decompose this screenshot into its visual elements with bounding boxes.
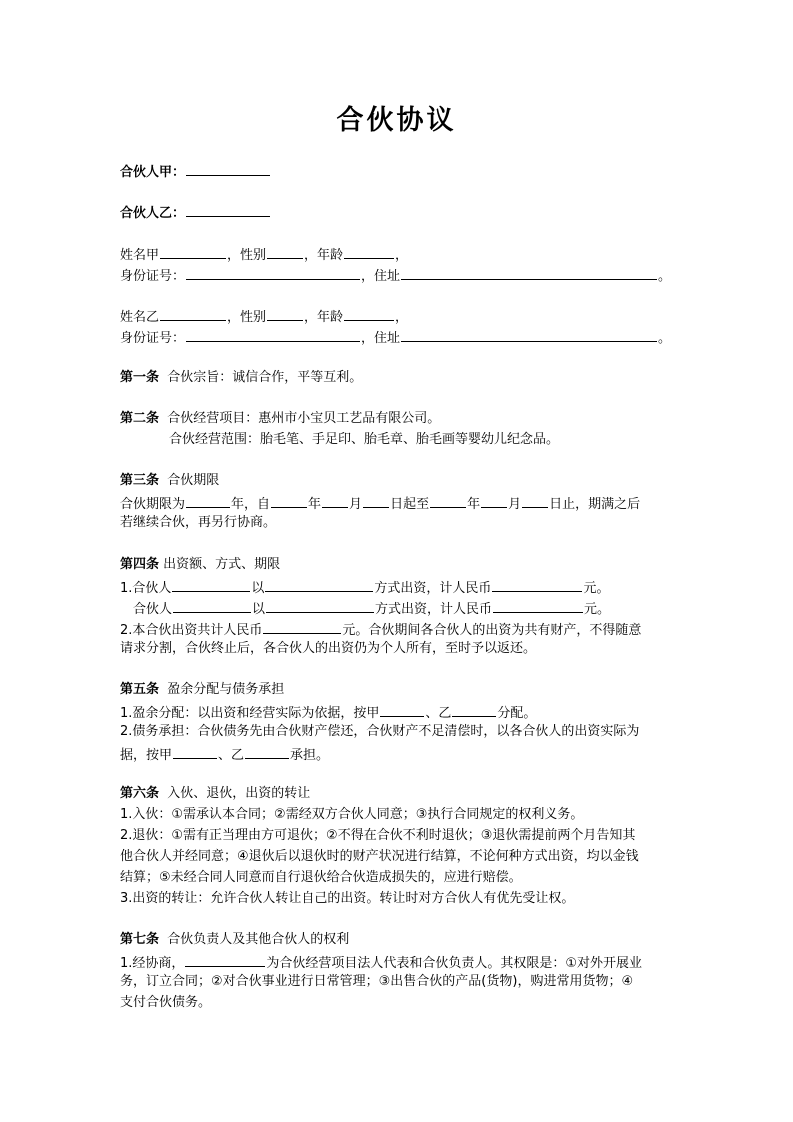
debt-share-b-label: 、乙 (218, 748, 245, 763)
transfer-text: 3.出资的转让：允许合伙人转让自己的出资。转让时对方合伙人有优先受让权。 (120, 891, 575, 906)
end-month-label: 月 (508, 497, 522, 512)
person-a-info-line (120, 243, 408, 266)
person-b-addr-blank[interactable] (401, 326, 657, 342)
person-a-addr-blank[interactable] (401, 264, 657, 280)
party-a-label: 合伙人甲： (120, 165, 186, 180)
article-6-line-4 (120, 868, 522, 888)
contrib-1-by-label: 以 (251, 581, 265, 596)
party-a-line (120, 160, 271, 183)
person-a-period: 。 (658, 269, 672, 284)
debt-text: 2.债务承担：合伙债务先由合伙财产偿还，合伙财产不足清偿时，以各合伙人的出资实际为 (120, 724, 640, 739)
end-day-blank[interactable] (522, 492, 548, 508)
start-day-label: 日起至 (390, 497, 430, 512)
article-2-heading: 第二条 (120, 411, 160, 426)
contrib-2-partner-label: 合伙人 (133, 602, 173, 617)
authority-text-2: 支付合伙债务。 (120, 995, 212, 1010)
article-1-heading: 第一条 (120, 370, 160, 385)
article-7-title-line (120, 930, 349, 950)
debt-share-a-blank[interactable] (173, 743, 217, 759)
article-1-text: 合伙宗旨：诚信合作，平等互利。 (167, 370, 363, 385)
person-b-comma: ， (395, 310, 409, 325)
person-b-id-line (120, 326, 671, 349)
total-contrib-blank[interactable] (263, 618, 341, 634)
article-7-line-3 (120, 993, 211, 1013)
article-3-title-line (120, 471, 219, 491)
article-6-line-5 (120, 889, 574, 909)
article-5-line-1 (120, 701, 536, 724)
party-b-label: 合伙人乙： (120, 206, 186, 221)
person-a-addr-label: ，住址 (361, 269, 401, 284)
manager-blank[interactable] (185, 951, 265, 967)
document-title: 合伙协议 (336, 105, 457, 136)
article-3-line-1 (120, 492, 640, 515)
person-a-age-label: ，年龄 (304, 248, 344, 263)
person-b-info-line (120, 305, 408, 328)
article-4-title: 出资额、方式、期限 (163, 557, 281, 572)
person-b-gender-label: ，性别 (227, 310, 267, 325)
person-a-name-label: 姓名甲 (120, 248, 160, 263)
article-7-line-2 (120, 972, 633, 992)
contrib-2-amount-blank[interactable] (493, 597, 583, 613)
article-5-line-3 (120, 743, 329, 766)
article-6-line-3 (120, 847, 639, 867)
debt-share-end: 承担。 (290, 748, 330, 763)
article-4-line-3 (120, 618, 641, 641)
article-4-line-4 (120, 639, 536, 659)
article-6-title: 入伙、退伙，出资的转让 (167, 786, 311, 801)
article-6-title-line (120, 784, 310, 804)
contrib-1-partner-label: 1.合伙人 (120, 581, 172, 596)
person-a-comma: ， (395, 248, 409, 263)
contrib-2-by-label: 以 (252, 602, 266, 617)
article-6-heading: 第六条 (120, 786, 160, 801)
debt-share-label: 据，按甲 (120, 748, 173, 763)
withdraw-text-3: 结算；⑤未经合同人同意而自行退伙给合伙造成损失的，应进行赔偿。 (120, 870, 522, 885)
profit-share-a-blank[interactable] (380, 701, 424, 717)
article-5-title: 盈余分配与债务承担 (167, 682, 285, 697)
article-5-line-2 (120, 722, 639, 742)
contrib-2-unit: 元。 (584, 602, 611, 617)
term-years-blank[interactable] (186, 492, 230, 508)
contrib-1-amount-blank[interactable] (492, 576, 582, 592)
start-year-blank[interactable] (271, 492, 307, 508)
profit-share-label: 1.盈余分配：以出资和经营实际为依据，按甲 (120, 706, 380, 721)
article-4-line-1 (120, 576, 609, 599)
contrib-1-amount-label: 方式出资，计人民币 (374, 581, 492, 596)
term-label: 合伙期限为 (120, 497, 186, 512)
article-1 (120, 368, 362, 388)
person-a-name-blank[interactable] (160, 243, 226, 259)
article-7-title: 合伙负责人及其他合伙人的权利 (167, 932, 350, 947)
person-b-name-label: 姓名乙 (120, 310, 160, 325)
contrib-1-unit: 元。 (583, 581, 610, 596)
person-b-age-blank[interactable] (344, 305, 394, 321)
article-7-line-1 (120, 951, 642, 974)
profit-share-b-blank[interactable] (452, 701, 496, 717)
person-a-id-label: 身份证号： (120, 269, 186, 284)
contrib-2-amount-label: 方式出资，计人民币 (375, 602, 493, 617)
end-year-label: 年 (467, 497, 481, 512)
end-day-label: 日止，期满之后 (549, 497, 641, 512)
manager-text: 为合伙经营项目法人代表和合伙负责人。其权限是：①对外开展业 (266, 956, 643, 971)
person-a-id-line (120, 264, 671, 287)
start-month-label: 月 (349, 497, 363, 512)
article-7-heading: 第七条 (120, 932, 160, 947)
article-3-heading: 第三条 (120, 473, 160, 488)
term-from-label: 年，自 (231, 497, 271, 512)
join-text: 1.入伙：①需承认本合同；②需经双方合伙人同意；③执行合同规定的权利义务。 (120, 807, 584, 822)
article-4-text-2: 请求分割，合伙终止后，各合伙人的出资仍为个人所有，至时予以返还。 (120, 641, 537, 656)
contrib-2-method-blank[interactable] (266, 597, 374, 613)
article-5-heading: 第五条 (120, 682, 160, 697)
person-a-id-blank[interactable] (186, 264, 360, 280)
article-3-renewal-text: 若继续合伙，再另行协商。 (120, 515, 277, 530)
party-b-blank[interactable] (186, 201, 270, 217)
person-a-gender-blank[interactable] (267, 243, 303, 259)
article-2-project: 合伙经营项目：惠州市小宝贝工艺品有限公司。 (167, 411, 441, 426)
article-2-scope: 合伙经营范围：胎毛笔、手足印、胎毛章、胎毛画等婴幼儿纪念品。 (169, 432, 560, 447)
contrib-1-method-blank[interactable] (265, 576, 373, 592)
party-b-line (120, 201, 271, 224)
article-4-heading: 第四条 (120, 557, 160, 572)
profit-share-end: 分配。 (497, 706, 537, 721)
person-b-period: 。 (658, 331, 672, 346)
person-b-gender-blank[interactable] (267, 305, 303, 321)
start-day-blank[interactable] (363, 492, 389, 508)
article-5-title-line (120, 680, 284, 700)
person-a-gender-label: ，性别 (227, 248, 267, 263)
party-a-blank[interactable] (186, 160, 270, 176)
article-3-title: 合伙期限 (167, 473, 220, 488)
person-b-id-label: 身份证号： (120, 331, 186, 346)
person-b-name-blank[interactable] (160, 305, 226, 321)
contrib-2-partner-blank[interactable] (173, 597, 251, 613)
end-year-blank[interactable] (430, 492, 466, 508)
withdraw-text-2: 他合伙人并经同意；④退伙后以退伙时的财产状况进行结算，不论何种方式出资，均以金钱 (120, 849, 639, 864)
end-month-blank[interactable] (481, 492, 507, 508)
person-a-age-blank[interactable] (344, 243, 394, 259)
article-2-line-2 (169, 430, 559, 450)
start-month-blank[interactable] (322, 492, 348, 508)
article-3-line-2 (120, 513, 276, 533)
article-4-title-line (120, 555, 280, 575)
authority-text-1: 务，订立合同；②对合伙事业进行日常管理；③出售合伙的产品(货物)，购进常用货物；④ (120, 974, 634, 989)
person-b-age-label: ，年龄 (304, 310, 344, 325)
withdraw-text-1: 2.退伙：①需有正当理由方可退伙；②不得在合伙不利时退伙；③退伙需提前两个月告知其 (120, 828, 636, 843)
article-2-line-1 (120, 409, 440, 429)
person-b-id-blank[interactable] (186, 326, 360, 342)
person-b-addr-label: ，住址 (361, 331, 401, 346)
debt-share-b-blank[interactable] (245, 743, 289, 759)
manager-label: 1.经协商， (120, 956, 185, 971)
profit-share-b-label: 、乙 (425, 706, 452, 721)
contrib-1-partner-blank[interactable] (172, 576, 250, 592)
article-6-line-2 (120, 826, 635, 846)
total-contrib-label: 2.本合伙出资共计人民币 (120, 623, 263, 638)
article-4-text-1: 元。合伙期间各合伙人的出资为共有财产，不得随意 (342, 623, 642, 638)
article-6-line-1 (120, 805, 583, 825)
start-year-label: 年 (308, 497, 322, 512)
article-4-line-2 (133, 597, 610, 620)
